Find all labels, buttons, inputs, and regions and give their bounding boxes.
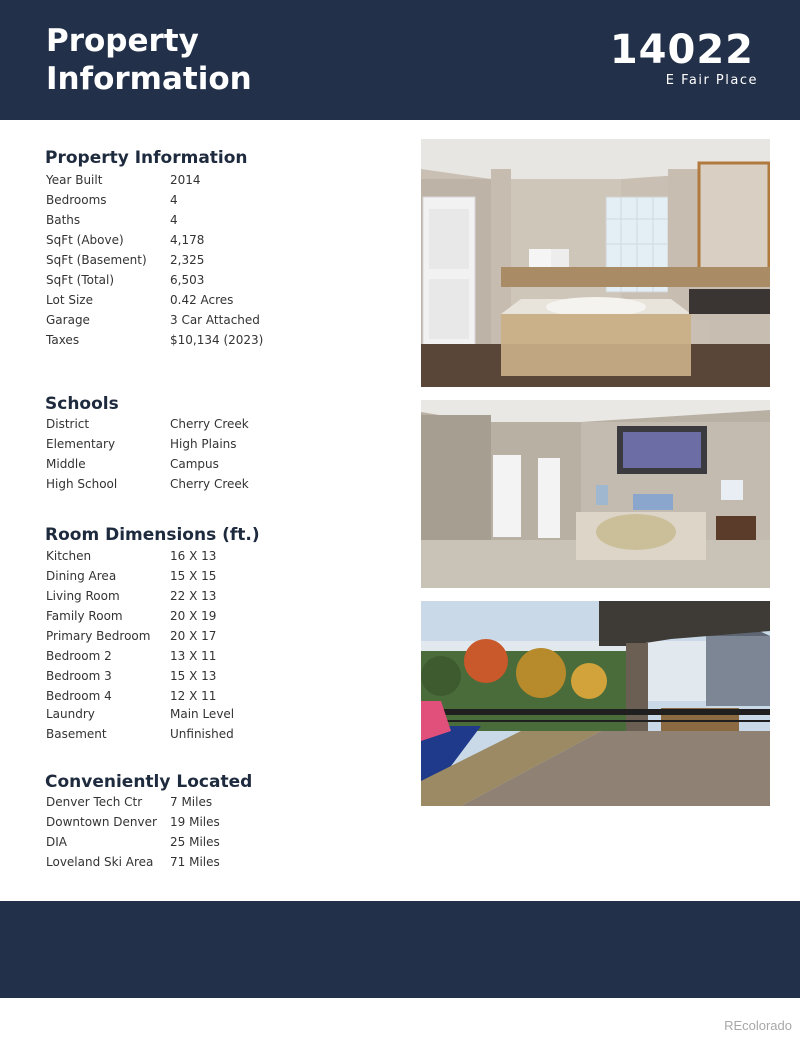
bedroom-photo [421, 400, 770, 588]
row-label: Downtown Denver [46, 815, 157, 829]
schools-title: Schools [45, 394, 119, 414]
row-label: SqFt (Above) [46, 233, 124, 247]
row-value: Campus [170, 457, 219, 471]
row-label: High School [46, 477, 118, 491]
located-title: Conveniently Located [45, 772, 253, 792]
row-label: Lot Size [46, 293, 93, 307]
row-value: 15 X 13 [170, 669, 217, 683]
row-label: Taxes [46, 333, 80, 347]
row-label: Bedroom 3 [46, 669, 112, 683]
row-label: Middle [46, 457, 86, 471]
school-row [46, 414, 386, 434]
row-label: District [46, 417, 90, 431]
row-value: 4 [170, 213, 178, 227]
row-label: Laundry [46, 707, 95, 721]
location-row [46, 812, 386, 832]
row-label: Year Built [46, 173, 103, 187]
property-info-row [46, 330, 386, 350]
property-info-row [46, 170, 386, 190]
property-info-row [46, 250, 386, 270]
row-value: 4 [170, 193, 178, 207]
room-row [46, 704, 386, 724]
row-label: Elementary [46, 437, 116, 451]
room-row [46, 646, 386, 666]
patio-photo [421, 601, 770, 806]
row-value: 6,503 [170, 273, 205, 287]
row-label: Bedroom 4 [46, 689, 112, 703]
row-value: Unfinished [170, 727, 234, 741]
row-label: Basement [46, 727, 107, 741]
row-value: Cherry Creek [170, 417, 249, 431]
property-info-row [46, 310, 386, 330]
school-row [46, 434, 386, 454]
row-label: DIA [46, 835, 67, 849]
location-row [46, 792, 386, 812]
row-value: 15 X 15 [170, 569, 217, 583]
room-row [46, 586, 386, 606]
property-info-row [46, 290, 386, 310]
row-label: Living Room [46, 589, 120, 603]
room-row [46, 666, 386, 686]
row-value: 13 X 11 [170, 649, 217, 663]
row-label: Bedrooms [46, 193, 107, 207]
school-row [46, 454, 386, 474]
room-row [46, 566, 386, 586]
row-value: 0.42 Acres [170, 293, 234, 307]
room-row [46, 626, 386, 646]
page-header [0, 0, 800, 120]
row-value: 22 X 13 [170, 589, 217, 603]
page-title [46, 22, 252, 98]
row-value: 25 Miles [170, 835, 220, 849]
row-value: Cherry Creek [170, 477, 249, 491]
page-footer [0, 901, 800, 998]
property-info-row [46, 210, 386, 230]
row-value: 2014 [170, 173, 201, 187]
title-line-1: Property [46, 23, 199, 59]
title-line-2: Information [46, 61, 252, 97]
room-row [46, 546, 386, 566]
brand-watermark: REcolorado [724, 1018, 792, 1033]
room-row [46, 724, 386, 744]
row-label: Baths [46, 213, 81, 227]
address-street: E Fair Place [665, 73, 758, 88]
location-row [46, 832, 386, 852]
row-value: 2,325 [170, 253, 205, 267]
row-value: High Plains [170, 437, 237, 451]
bathroom-photo [421, 139, 770, 387]
property-info-row [46, 230, 386, 250]
row-value: 4,178 [170, 233, 205, 247]
row-label: Loveland Ski Area [46, 855, 154, 869]
row-value: 19 Miles [170, 815, 220, 829]
row-value: $10,134 (2023) [170, 333, 264, 347]
rooms-title: Room Dimensions (ft.) [45, 525, 260, 545]
row-label: SqFt (Total) [46, 273, 115, 287]
row-value: 16 X 13 [170, 549, 217, 563]
room-row [46, 606, 386, 626]
row-label: Bedroom 2 [46, 649, 112, 663]
property-info-row [46, 190, 386, 210]
row-label: SqFt (Basement) [46, 253, 147, 267]
property-info-title: Property Information [45, 148, 248, 168]
row-label: Dining Area [46, 569, 117, 583]
row-value: Main Level [170, 707, 235, 721]
row-value: 20 X 17 [170, 629, 217, 643]
row-label: Family Room [46, 609, 123, 623]
room-row [46, 686, 386, 706]
row-label: Garage [46, 313, 90, 327]
location-row [46, 852, 386, 872]
row-label: Denver Tech Ctr [46, 795, 143, 809]
row-label: Kitchen [46, 549, 92, 563]
school-row [46, 474, 386, 494]
row-value: 7 Miles [170, 795, 213, 809]
row-value: 3 Car Attached [170, 313, 260, 327]
row-value: 71 Miles [170, 855, 220, 869]
property-info-row [46, 270, 386, 290]
row-label: Primary Bedroom [46, 629, 151, 643]
row-value: 20 X 19 [170, 609, 217, 623]
address-number: 14022 [609, 27, 754, 73]
row-value: 12 X 11 [170, 689, 217, 703]
